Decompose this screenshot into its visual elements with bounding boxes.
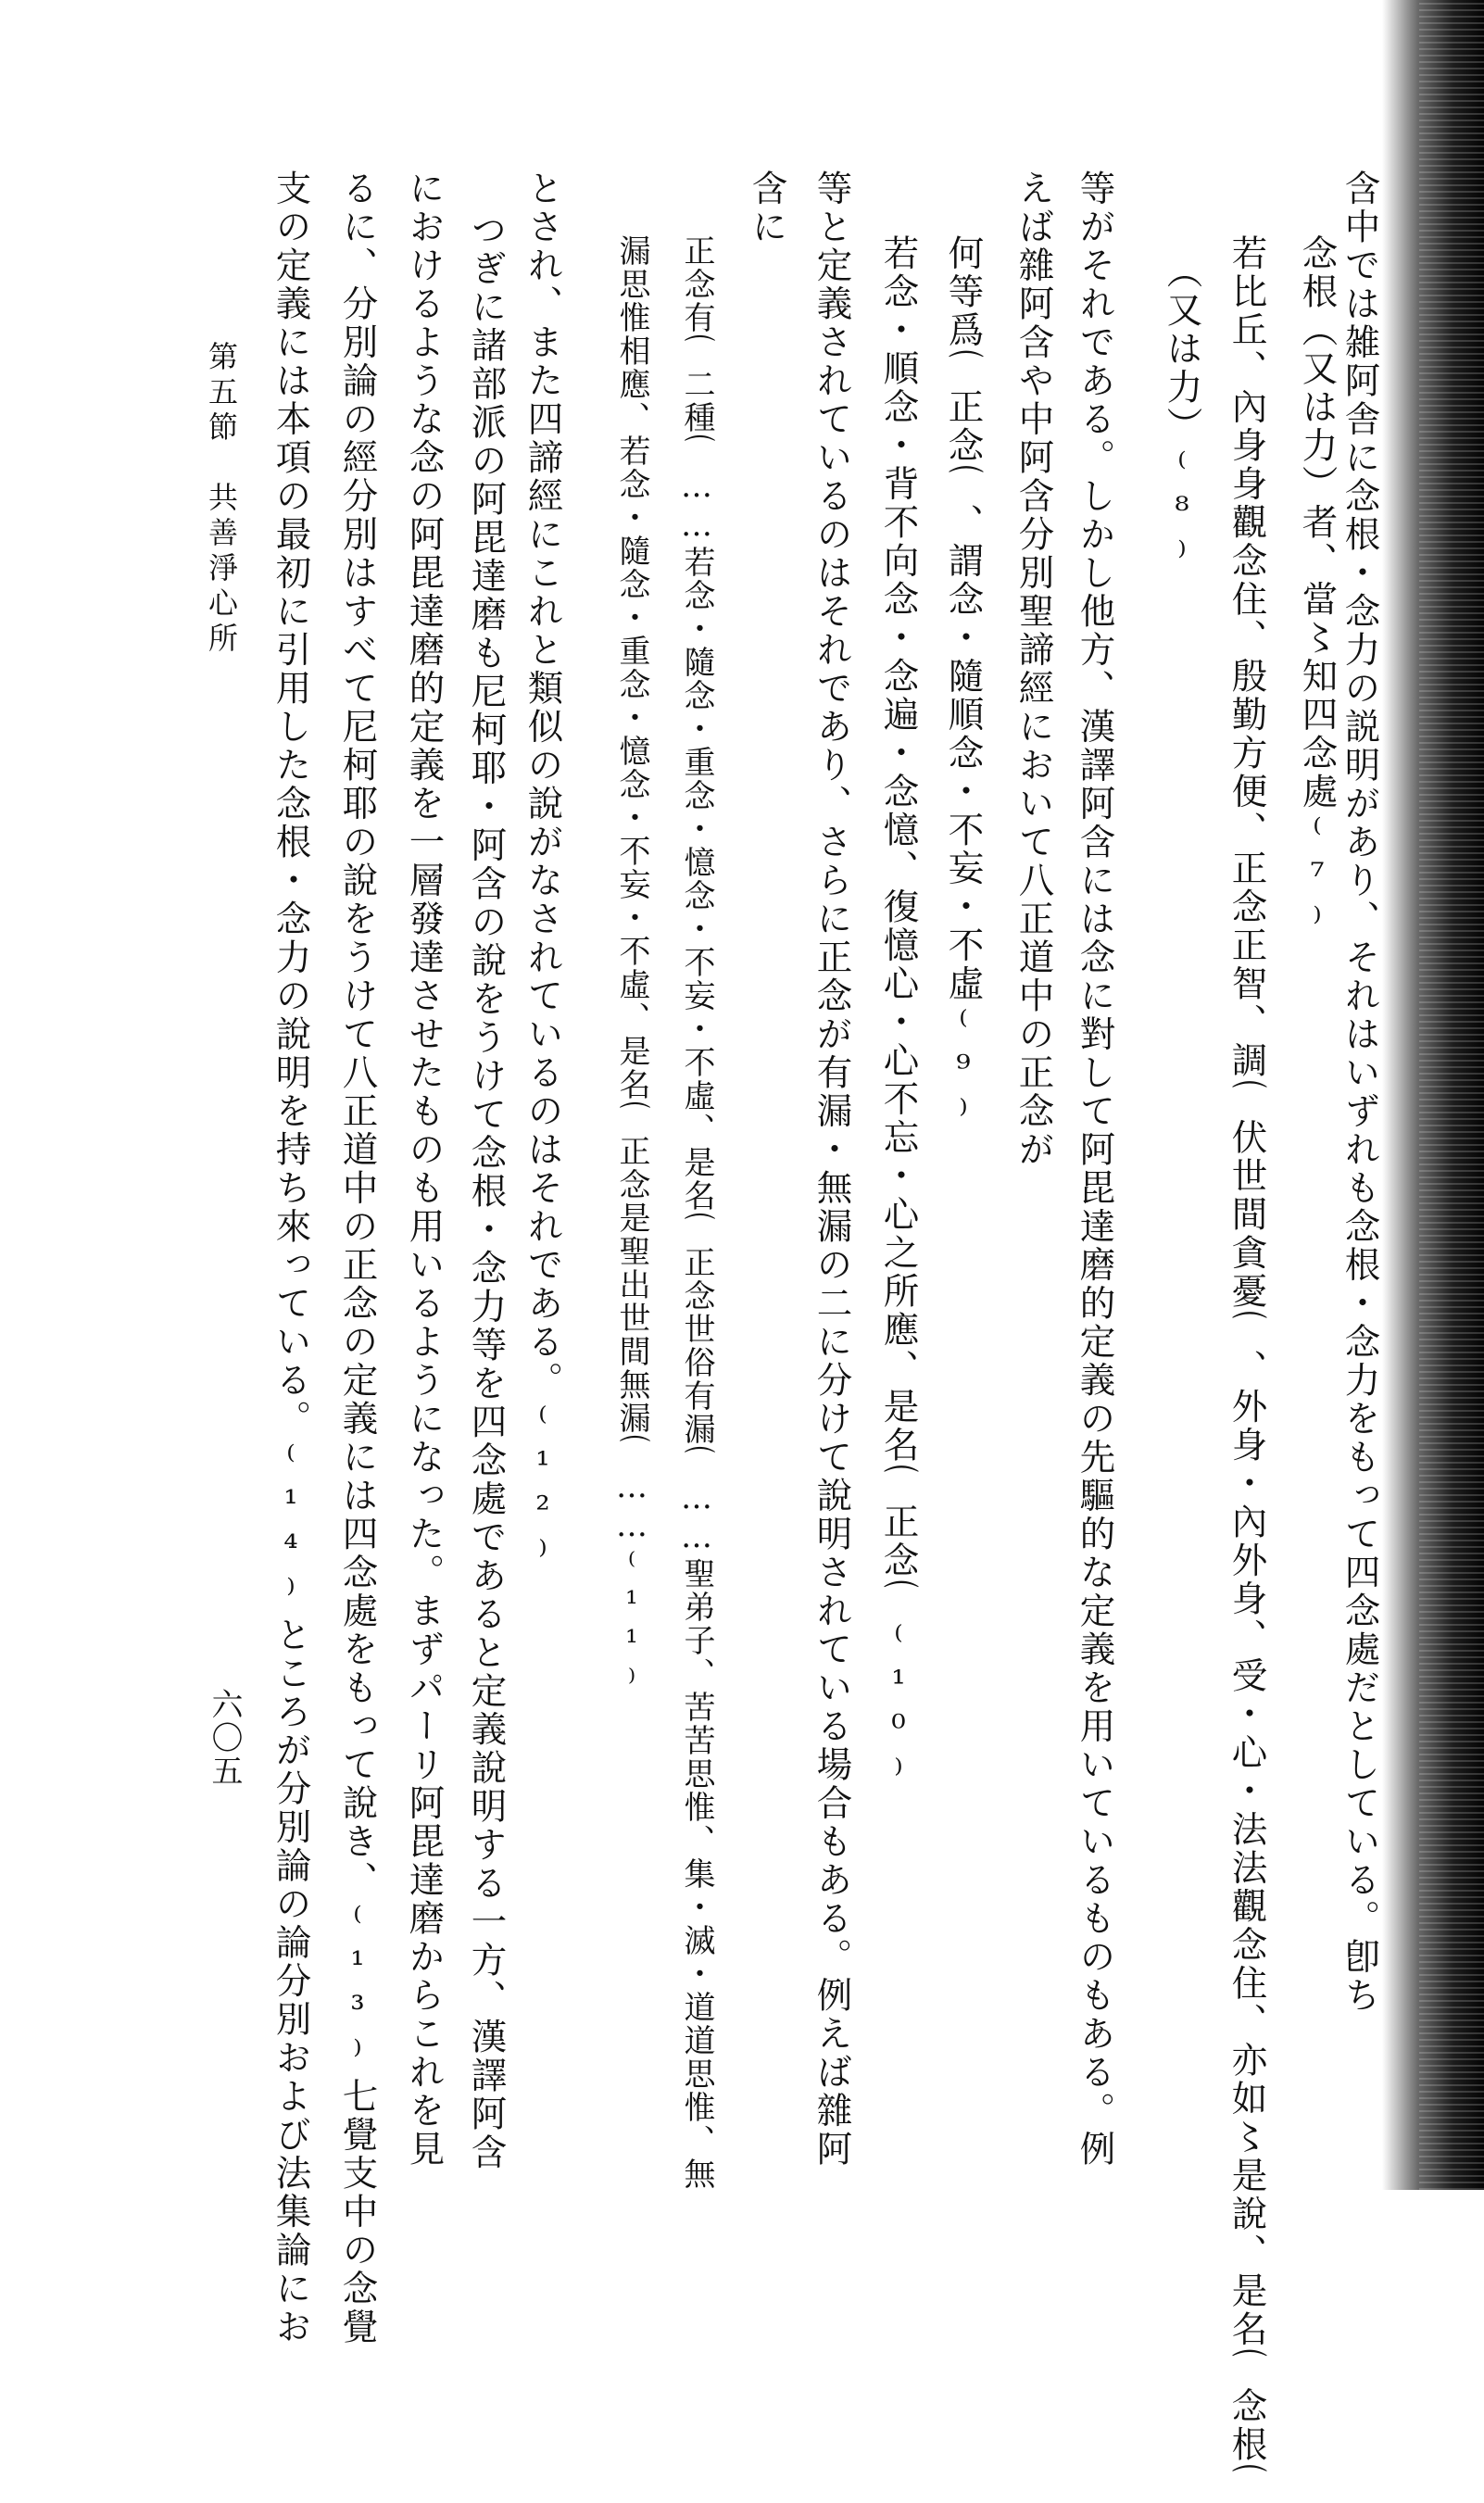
text-line-1: 含中では雑阿舎に念根・念力の説明があり、それはいずれも念根・念力をもって四念處だとしている。卽ち bbox=[1339, 170, 1381, 2015]
text-line-7: 何等爲⌒正念⌒、謂念・隨順念・不妄・不虛⁽⁹⁾ bbox=[942, 234, 985, 1137]
text-line-11: 正念有⌒二種⌒……若念・隨念・重念・憶念・不妄・不虛、是名⌒正念世俗有漏⌒……聖弟子、苦苦思惟、集・滅・道道思惟、無 bbox=[678, 234, 715, 2191]
text-line-6: えば雜阿含や中阿含分別聖諦經において八正道中の正念が bbox=[1012, 170, 1055, 1169]
text-line-12: 漏思惟相應、若念・隨念・重念・憶念・不妄・不虛、是名⌒正念是聖出世間無漏⌒……⁽¹¹⁾ bbox=[613, 234, 650, 1702]
scan-noise bbox=[1419, 0, 1484, 2190]
text-line-13: とされ、また四諦經にこれと類似の說がなされているのはそれである。⁽¹²⁾ bbox=[522, 170, 564, 1578]
text-line-9: 等と定義されているのはそれであり、さらに正念が有漏・無漏の二に分けて說明されている場合もある。例えば雜阿 bbox=[811, 170, 853, 2169]
text-line-15: におけるような念の阿毘達磨的定義を一層發達させたものも用いるようになった。まずパーリ阿毘達磨からこれを見 bbox=[403, 170, 446, 2169]
text-line-4: （又は力）⁽⁸⁾ bbox=[1161, 253, 1203, 579]
text-line-10: 含に bbox=[746, 170, 788, 246]
text-line-3: 若比丘、內身身觀念住、殷勤方便、正念正智、調⌒伏世間貪憂⌒、外身・內外身、受・心・法法觀念住、亦如〻是說、是名⌒念根⌒ bbox=[1226, 234, 1268, 2503]
text-line-16: るに、分別論の經分別はすべて尼柯耶の說をうけて八正道中の正念の定義には四念處をもって說き、⁽¹³⁾七覺支中の念覺 bbox=[336, 170, 379, 2346]
text-line-2: 念根（又は力）者、當〻知四念處⁽⁷⁾ bbox=[1296, 234, 1339, 945]
text-line-14: つぎに諸部派の阿毘達磨も尼柯耶・阿含の說をうけて念根・念力等を四念處であると定義說明する一方、漢譯阿含 bbox=[465, 211, 508, 2172]
text-line-8: 若念・順念・背不向念・念遍・念憶、復憶心・心不忘・心之所應、是名⌒正念⌒⁽¹⁰⁾ bbox=[877, 234, 920, 1796]
running-footer-section: 第五節 共善淨心所 bbox=[204, 341, 239, 658]
page-number: 六〇五 bbox=[206, 1688, 243, 1788]
text-line-5: 等がそれである。しかし他方、漢譯阿含には念に對して阿毘達磨的定義の先驅的な定義を用いているものもある。例 bbox=[1074, 170, 1116, 2169]
text-line-17: 支の定義には本項の最初に引用した念根・念力の說明を持ち來っている。⁽¹⁴⁾ところが分別論の論分別および法集論にお bbox=[270, 170, 312, 2346]
